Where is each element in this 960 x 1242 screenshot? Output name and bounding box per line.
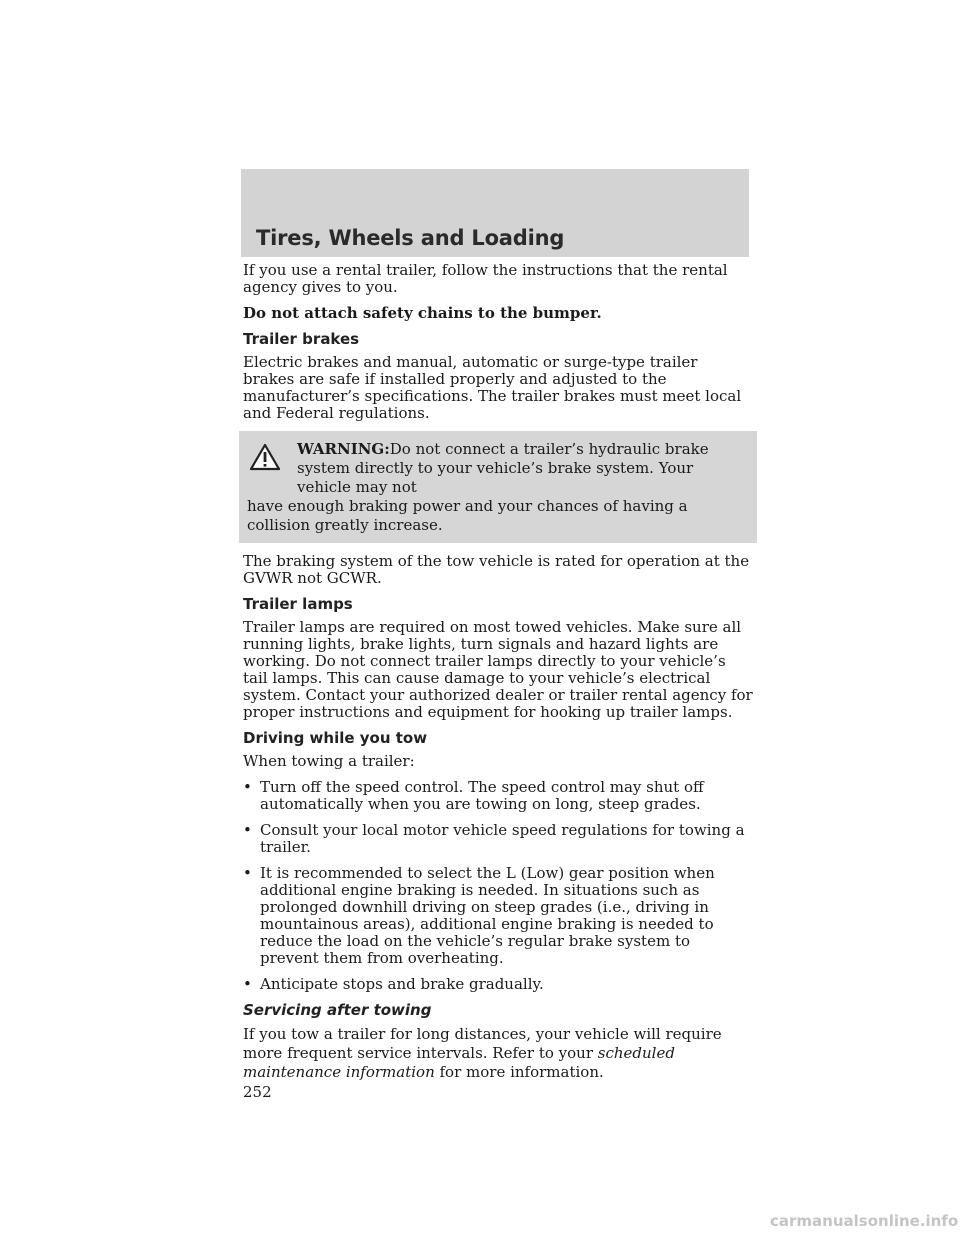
- warning-triangle-icon: [249, 443, 281, 471]
- bullet: •: [243, 975, 252, 993]
- warning-box: [239, 431, 757, 543]
- list-item: [243, 976, 753, 993]
- rental-trailer-paragraph: If you use a rental trailer, follow the instructions that the rental agency gives to you.: [243, 261, 728, 296]
- bullet: •: [243, 778, 252, 796]
- servicing-paragraph: [243, 1025, 753, 1082]
- warning-label: WARNING:: [297, 440, 390, 458]
- warning-text-first: [247, 440, 749, 497]
- servicing-heading: Servicing after towing: [243, 1001, 432, 1019]
- braking-system-paragraph: The braking system of the tow vehicle is rated for operation at the GVWR not GCWR.: [243, 552, 750, 587]
- page-content: [243, 262, 753, 1101]
- warning-text-part-1: Do not connect a trailer’s hydraulic brake system directly to your vehicle’s brake system. Your vehicle may not: [297, 440, 709, 496]
- list-item: [243, 822, 753, 856]
- trailer-lamps-paragraph: Trailer lamps are required on most towed vehicles. Make sure all running lights, brake lights, turn signals and hazard lights are working. Do not connect trailer lamps directly to your vehicle’s tail lamps. This can cause damage to your vehicle’s electrical system. Contact your authorized dealer or trailer rental agency for proper instructions and equipment for hooking up trailer lamps.: [243, 618, 753, 721]
- trailer-lamps-heading: Trailer lamps: [243, 595, 353, 613]
- footer-watermark: carmanualsonline.info: [770, 1212, 959, 1230]
- warning-text-part-2: have enough braking power and your chances of having a collision greatly increase.: [247, 497, 688, 534]
- list-item: [243, 779, 753, 813]
- servicing-text-start: If you tow a trailer for long distances, your vehicle will require more frequent service intervals. Refer to your: [243, 1025, 722, 1062]
- bullet: •: [243, 821, 252, 839]
- trailer-brakes-heading: Trailer brakes: [243, 330, 360, 348]
- page-number: 252: [243, 1083, 272, 1101]
- trailer-brakes-paragraph: Electric brakes and manual, automatic or surge-type trailer brakes are safe if installed properly and adjusted to the manufacturer’s specifications. The trailer brakes must meet local and Federal regulations.: [243, 353, 742, 422]
- safety-chains-note: Do not attach safety chains to the bumper.: [243, 304, 602, 322]
- list-item-text: Anticipate stops and brake gradually.: [260, 975, 544, 993]
- list-item-text: Turn off the speed control. The speed control may shut off automatically when you are towing on long, steep grades.: [260, 778, 704, 813]
- scheduled-maintenance-reference: scheduled maintenance information: [243, 1044, 675, 1081]
- driving-lead: When towing a trailer:: [243, 752, 415, 770]
- servicing-text-end: for more information.: [434, 1063, 604, 1081]
- list-item: [243, 865, 753, 967]
- bullet: •: [243, 864, 252, 882]
- section-title: Tires, Wheels and Loading: [256, 226, 565, 250]
- driving-heading: Driving while you tow: [243, 729, 428, 747]
- list-item-text: It is recommended to select the L (Low) gear position when additional engine braking is needed. In situations such as prolonged downhill driving on steep grades (i.e., driving in mountainous areas), additional engine braking is needed to reduce the load on the vehicle’s regular brake system to prevent them from overheating.: [260, 864, 715, 967]
- driving-list: [243, 779, 753, 993]
- list-item-text: Consult your local motor vehicle speed regulations for towing a trailer.: [260, 821, 745, 856]
